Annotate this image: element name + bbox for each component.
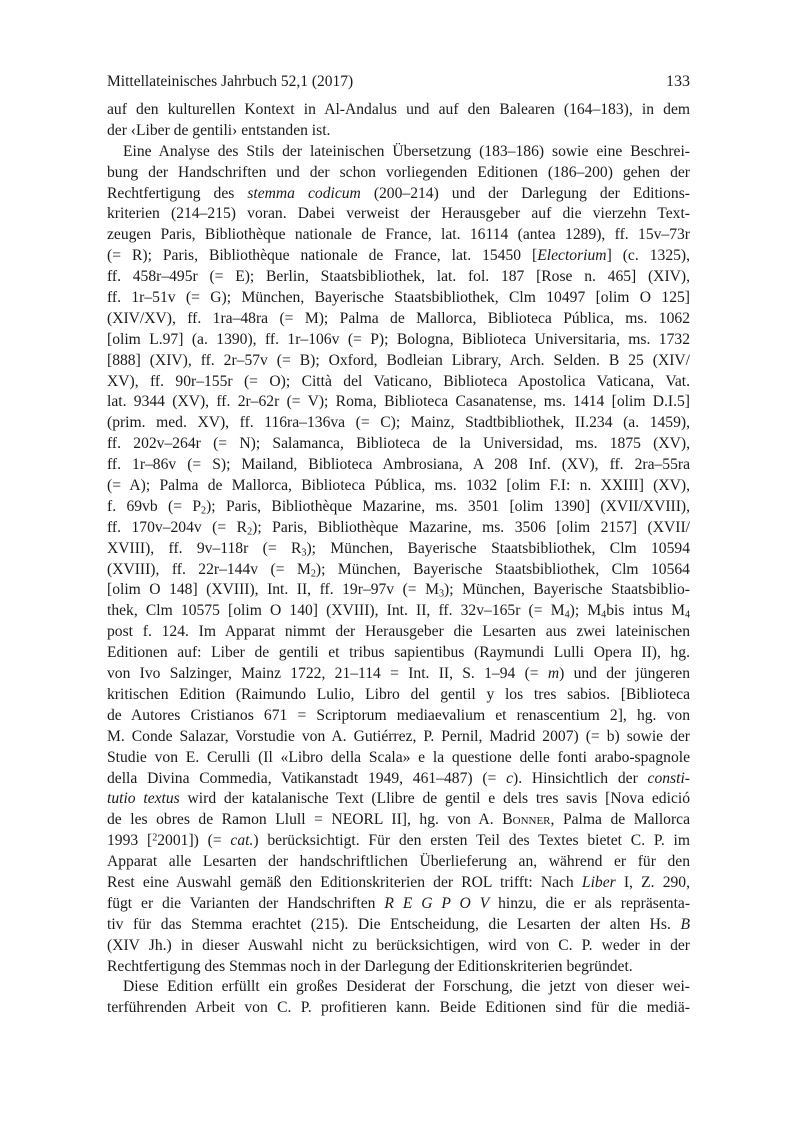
text-line bbox=[107, 351, 690, 372]
subscript: 2 bbox=[247, 526, 253, 538]
text-line bbox=[107, 622, 690, 643]
text-line bbox=[107, 789, 690, 810]
text-line bbox=[107, 372, 690, 393]
text-segment: Rest eine Auswahl gemäß den Editionskriterien der ROL trifft: Nach bbox=[107, 873, 582, 891]
text-segment: ); M bbox=[569, 602, 602, 620]
text-line bbox=[107, 309, 690, 330]
text-segment: zeugen Paris, Bibliothèque nationale de France, lat. 16114 (antea 1289), ff. 15v–73r bbox=[107, 226, 690, 244]
text-line bbox=[107, 748, 690, 769]
text-segment: lat. 9344 (XV), ff. 2r–62r (= V); Roma, Biblioteca Casanatense, ms. 1414 [olim D.I.5] bbox=[107, 393, 690, 411]
text-segment: ); München, Bayerische Staatsbiblio- bbox=[444, 581, 690, 599]
subscript: 2 bbox=[201, 505, 207, 517]
text-segment: von Ivo Salzinger, Mainz 1722, 21–114 = Int. II, S. 1–94 (= bbox=[107, 665, 548, 683]
text-segment: ff. 170v–204v (= R bbox=[107, 518, 248, 536]
journal-title: Mittellateinisches Jahrbuch 52,1 (2017) bbox=[107, 73, 354, 90]
subscript: 4 bbox=[564, 609, 570, 621]
text-segment: wird der katalanische Text (Llibre de gentil e dels tres savis [Nova edició bbox=[179, 790, 690, 808]
text-segment: 1993 [ bbox=[107, 832, 153, 850]
text-line bbox=[107, 246, 690, 267]
text-line bbox=[107, 560, 690, 581]
italic-text: tutio textus bbox=[107, 790, 180, 808]
text-line bbox=[107, 288, 690, 309]
text-segment: [olim O 148] (XVIII), Int. II, ff. 19r–97v (= M bbox=[107, 581, 439, 599]
text-segment: Editionen auf: Liber de gentili et tribus sapientibus (Raymundi Lulli Opera II), hg. bbox=[107, 644, 690, 662]
italic-text: stemma codicum bbox=[247, 184, 361, 202]
text-line bbox=[107, 915, 690, 936]
text-segment: Eine Analyse des Stils der lateinischen Übersetzung (183–186) sowie eine Beschrei- bbox=[123, 142, 690, 160]
text-segment: (200–214) und der Darlegung der Editions- bbox=[360, 184, 690, 202]
text-segment: 2001]) (= bbox=[157, 832, 231, 850]
italic-text: R E G P O V bbox=[384, 894, 490, 912]
italic-text: B bbox=[680, 915, 690, 933]
text-segment: (XIV Jh.) in dieser Auswahl nicht zu berücksichtigen, wird von C. P. weder in der bbox=[107, 936, 690, 954]
text-segment: I, Z. 290, bbox=[615, 873, 690, 891]
text-line bbox=[107, 894, 690, 915]
italic-text: cat. bbox=[230, 832, 254, 850]
text-segment: , Palma de Mallorca bbox=[550, 811, 691, 829]
body-text bbox=[107, 100, 690, 1019]
text-line bbox=[107, 539, 690, 560]
subscript: 4 bbox=[684, 609, 690, 621]
text-line bbox=[107, 727, 690, 748]
text-segment: XVIII), ff. 9v–118r (= R bbox=[107, 539, 302, 557]
text-line bbox=[107, 204, 690, 225]
text-line bbox=[107, 664, 690, 685]
text-segment: kritischen Edition (Raimundo Lulio, Libro del gentil y los tres sabios. [Biblioteca bbox=[107, 685, 690, 703]
page-number: 133 bbox=[666, 73, 690, 90]
text-line bbox=[107, 873, 690, 894]
text-segment: M. Conde Salazar, Vorstudie von A. Gutiérrez, P. Pernil, Madrid 2007) (= b) sowie der bbox=[107, 727, 690, 745]
text-line bbox=[107, 852, 690, 873]
text-line bbox=[107, 476, 690, 497]
text-segment: ] (c. 1325), bbox=[606, 247, 691, 265]
text-segment: (XVIII), ff. 22r–144v (= M bbox=[107, 560, 311, 578]
text-segment: kriterien (214–215) voran. Dabei verweist der Herausgeber auf die vierzehn Text- bbox=[107, 205, 690, 223]
text-segment: [888] (XIV), ff. 2r–57v (= B); Oxford, Bodleian Library, Arch. Selden. B 25 (XIV/ bbox=[107, 351, 690, 369]
text-segment: ff. 1r–51v (= G); München, Bayerische Staatsbibliothek, Clm 10497 [olim O 125] bbox=[107, 289, 690, 307]
text-segment: f. 69vb (= P bbox=[107, 497, 202, 515]
text-segment: della Divina Commedia, Vatikanstadt 1949, 461–487) (= bbox=[107, 769, 507, 787]
text-segment: ) berücksichtigt. Für den ersten Teil des Textes bietet C. P. im bbox=[253, 832, 691, 850]
text-segment: bis intus M bbox=[606, 602, 685, 620]
text-segment: de les obres de Ramon Llull = NEORL II], hg. von A. bbox=[107, 811, 503, 829]
text-line bbox=[107, 184, 690, 205]
text-segment: bung der Handschriften und der schon vorliegenden Editionen (186–200) gehen der bbox=[107, 163, 690, 181]
text-line bbox=[107, 392, 690, 413]
text-segment: hinzu, die er als repräsenta- bbox=[489, 894, 691, 912]
text-line bbox=[107, 601, 690, 622]
text-line bbox=[107, 330, 690, 351]
text-line bbox=[107, 142, 690, 163]
text-segment: post f. 124. Im Apparat nimmt der Herausgeber die Lesarten aus zwei lateinischen bbox=[107, 623, 690, 641]
text-line bbox=[107, 121, 690, 142]
text-segment: (= R); Paris, Bibliothèque nationale de France, lat. 15450 [ bbox=[107, 247, 538, 265]
subscript: 2 bbox=[310, 568, 316, 580]
text-segment: Rechtfertigung des bbox=[107, 184, 248, 202]
text-line bbox=[107, 998, 690, 1019]
text-segment: ) und der jüngeren bbox=[559, 665, 690, 683]
text-segment: ). Hinsichtlich der bbox=[513, 769, 648, 787]
italic-text: c bbox=[506, 769, 514, 787]
text-segment: Studie von E. Cerulli (Il «Libro della Scala» e la questione delle fonti arabo-spagnole bbox=[107, 748, 690, 766]
text-line bbox=[107, 810, 690, 831]
text-segment: ff. 458r–495r (= E); Berlin, Staatsbibliothek, lat. fol. 187 [Rose n. 465] (XIV), bbox=[107, 268, 690, 286]
text-line bbox=[107, 267, 690, 288]
text-segment: ); München, Bayerische Staatsbibliothek, Clm 10564 bbox=[315, 560, 690, 578]
text-segment: de Autores Cristianos 671 = Scriptorum mediaevalium et renascentium 2], hg. von bbox=[107, 706, 690, 724]
text-segment: thek, Clm 10575 [olim O 140] (XVIII), Int. II, ff. 32v–165r (= M bbox=[107, 602, 565, 620]
text-line bbox=[107, 225, 690, 246]
superscript: 2 bbox=[152, 832, 158, 844]
text-segment: (prim. med. XV), ff. 116ra–136va (= C); Mainz, Stadtbibliothek, II.234 (a. 1459), bbox=[107, 414, 690, 432]
text-segment: terführenden Arbeit von C. P. profitieren kann. Beide Editionen sind für die mediä- bbox=[107, 999, 690, 1017]
italic-text: Liber bbox=[581, 873, 616, 891]
running-header bbox=[107, 73, 690, 95]
text-segment: [olim L.97] (a. 1390), ff. 1r–106v (= P); Bologna, Biblioteca Universitaria, ms. 1732 bbox=[107, 330, 690, 348]
text-line bbox=[107, 936, 690, 957]
text-segment: (= A); Palma de Mallorca, Biblioteca Pública, ms. 1032 [olim F.I: n. XXIII] (XV), bbox=[107, 477, 690, 495]
text-line bbox=[107, 434, 690, 455]
text-line bbox=[107, 163, 690, 184]
text-line bbox=[107, 100, 690, 121]
text-line bbox=[107, 413, 690, 434]
subscript: 3 bbox=[438, 589, 445, 601]
text-segment: fügt er die Varianten der Handschriften bbox=[107, 894, 385, 912]
text-line bbox=[107, 580, 690, 601]
italic-text: Electorium bbox=[537, 247, 607, 265]
text-line bbox=[107, 831, 690, 852]
text-segment: Apparat alle Lesarten der handschriftlichen Überlieferung an, während er für den bbox=[107, 853, 690, 871]
text-line bbox=[107, 497, 690, 518]
text-segment: auf den kulturellen Kontext in Al-Andalus und auf den Balearen (164–183), in dem bbox=[107, 101, 690, 118]
text-segment: Rechtfertigung des Stemmas noch in der Darlegung der Editionskriterien begründet. bbox=[107, 957, 633, 975]
text-line bbox=[107, 977, 690, 998]
text-line bbox=[107, 455, 690, 476]
text-segment: der ‹Liber de gentili› entstanden ist. bbox=[107, 121, 331, 139]
text-line bbox=[107, 706, 690, 727]
text-segment: ); München, Bayerische Staatsbibliothek, Clm 10594 bbox=[306, 539, 690, 557]
italic-text: consti- bbox=[647, 769, 690, 787]
subscript: 4 bbox=[601, 609, 607, 621]
text-line bbox=[107, 518, 690, 539]
text-segment: ff. 202v–264r (= N); Salamanca, Biblioteca de la Universidad, ms. 1875 (XV), bbox=[107, 435, 690, 453]
small-caps-name: Bonner bbox=[502, 811, 551, 829]
text-segment: ); Paris, Bibliothèque Mazarine, ms. 3506 [olim 2157] (XVII/ bbox=[252, 518, 690, 536]
text-segment: ff. 1r–86v (= S); Mailand, Biblioteca Ambrosiana, A 208 Inf. (XV), ff. 2ra–55ra bbox=[107, 456, 690, 474]
text-segment: Diese Edition erfüllt ein großes Desiderat der Forschung, die jetzt von dieser wei- bbox=[123, 978, 690, 996]
text-line bbox=[107, 769, 690, 790]
text-segment: ); Paris, Bibliothèque Mazarine, ms. 3501 [olim 1390] (XVII/XVIII), bbox=[206, 497, 690, 515]
text-segment: (XIV/XV), ff. 1ra–48ra (= M); Palma de Mallorca, Biblioteca Pública, ms. 1062 bbox=[107, 309, 690, 327]
text-line bbox=[107, 643, 690, 664]
italic-text: m bbox=[547, 665, 560, 683]
text-line bbox=[107, 685, 690, 706]
text-line bbox=[107, 957, 690, 978]
text-segment: tiv für das Stemma erachtet (215). Die Entscheidung, die Lesarten der alten Hs. bbox=[107, 915, 681, 933]
subscript: 3 bbox=[301, 547, 307, 559]
text-segment: XV), ff. 90r–155r (= O); Città del Vaticano, Biblioteca Apostolica Vaticana, Vat. bbox=[107, 372, 690, 390]
